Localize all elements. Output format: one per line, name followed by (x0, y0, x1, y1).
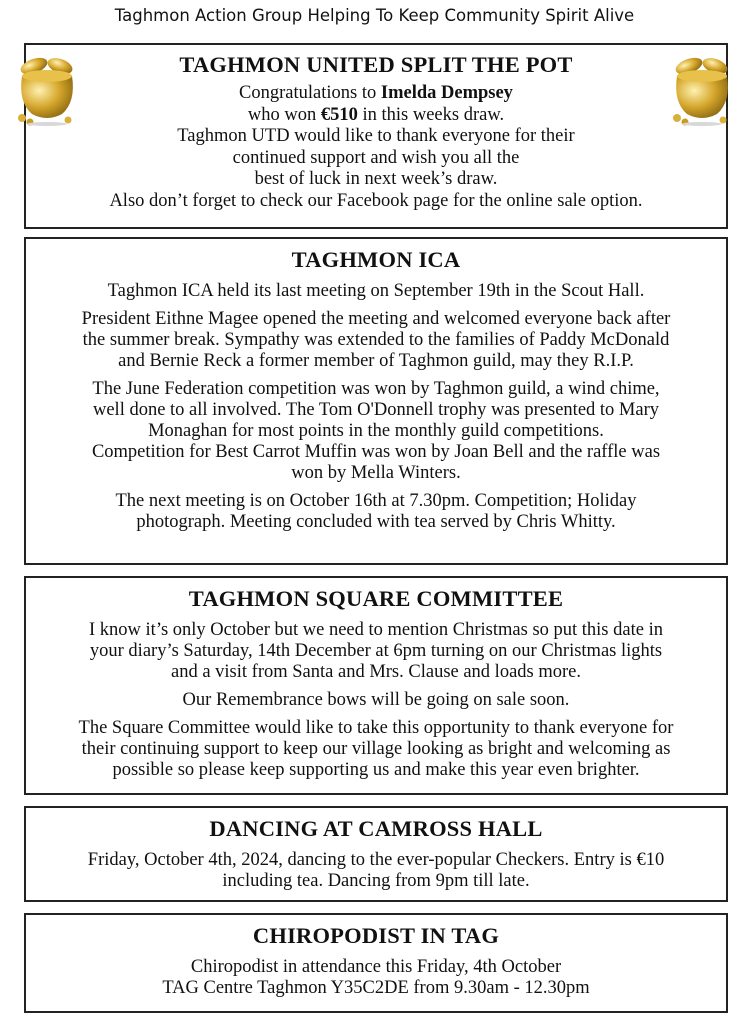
body-line: including tea. Dancing from 9pm till late. (222, 871, 530, 891)
body-line: photograph. Meeting concluded with tea served by Chris Whitty. (136, 512, 616, 532)
prize-amount: €510 (320, 104, 358, 125)
paragraph (26, 957, 726, 999)
body-line (26, 83, 726, 105)
section-body (26, 620, 726, 781)
dancing-section (24, 806, 728, 902)
body-line: possible so please keep supporting us and make this year even brighter. (112, 760, 640, 780)
body-line: the summer break. Sympathy was extended to the families of Paddy McDonald (82, 330, 670, 350)
body-line: best of luck in next week’s draw. (254, 169, 498, 189)
paragraph (26, 718, 726, 781)
text-span: who won (247, 104, 321, 125)
text-span: Congratulations to (239, 83, 381, 103)
body-line: I know it’s only October but we need to mention Christmas so put this date in (89, 620, 663, 640)
body-line: The June Federation competition was won by Taghmon guild, a wind chime, (92, 379, 660, 399)
paragraph (26, 690, 726, 711)
chiropodist-section (24, 913, 728, 1013)
body-line: and Bernie Reck a former member of Taghmon guild, may they R.I.P. (118, 351, 634, 371)
body-line (26, 105, 726, 127)
body-line: Taghmon UTD would like to thank everyone for their (177, 126, 575, 146)
section-title: CHIROPODIST IN TAG (252, 923, 500, 948)
paragraph (26, 850, 726, 892)
body-line: continued support and wish you all the (232, 147, 520, 168)
body-line: Also don’t forget to check our Facebook page for the online sale option. (109, 190, 643, 211)
body-line: Taghmon ICA held its last meeting on September 19th in the Scout Hall. (107, 281, 645, 301)
body-line: Chiropodist in attendance this Friday, 4th October (190, 957, 562, 977)
pot-of-gold-icon (669, 52, 735, 128)
paragraph (26, 281, 726, 302)
body-line: Friday, October 4th, 2024, dancing to the ever-popular Checkers. Entry is €10 (87, 850, 665, 870)
paragraph (26, 379, 726, 484)
split-the-pot-section (24, 43, 728, 229)
body-line: Our Remembrance bows will be going on sale soon. (182, 690, 570, 710)
body-line: President Eithne Magee opened the meeting and welcomed everyone back after (81, 309, 671, 329)
section-body (26, 957, 726, 999)
section-title: TAGHMON SQUARE COMMITTEE (188, 586, 564, 611)
body-line: Competition for Best Carrot Muffin was won by Joan Bell and the raffle was (91, 442, 661, 462)
square-committee-section (24, 576, 728, 795)
body-line: The next meeting is on October 16th at 7.30pm. Competition; Holiday (115, 491, 637, 511)
body-line: your diary’s Saturday, 14th December at 6pm turning on our Christmas lights (89, 641, 663, 661)
body-line: The Square Committee would like to take this opportunity to thank everyone for (78, 718, 674, 738)
section-body (26, 281, 726, 533)
body-line: their continuing support to keep our village looking as bright and welcoming as (81, 739, 671, 759)
section-title: TAGHMON UNITED SPLIT THE POT (179, 52, 573, 77)
ica-section (24, 237, 728, 565)
section-title: TAGHMON ICA (291, 247, 461, 272)
page-header: Taghmon Action Group Helping To Keep Community Spirit Alive (114, 6, 635, 25)
body-line: and a visit from Santa and Mrs. Clause and loads more. (171, 662, 581, 682)
paragraph (26, 620, 726, 683)
paragraph (26, 309, 726, 372)
winner-name: Imelda Dempsey (380, 83, 513, 103)
section-body (26, 850, 726, 892)
section-body (26, 83, 726, 212)
section-title: DANCING AT CAMROSS HALL (209, 816, 543, 841)
paragraph (26, 491, 726, 533)
body-line: well done to all involved. The Tom O'Donnell trophy was presented to Mary (92, 400, 659, 420)
pot-of-gold-icon (14, 52, 80, 128)
text-span: in this weeks draw. (357, 104, 505, 125)
body-line: won by Mella Winters. (291, 463, 461, 483)
body-line: TAG Centre Taghmon Y35C2DE from 9.30am - 12.30pm (162, 978, 590, 998)
body-line: Monaghan for most points in the monthly guild competitions. (148, 421, 604, 441)
